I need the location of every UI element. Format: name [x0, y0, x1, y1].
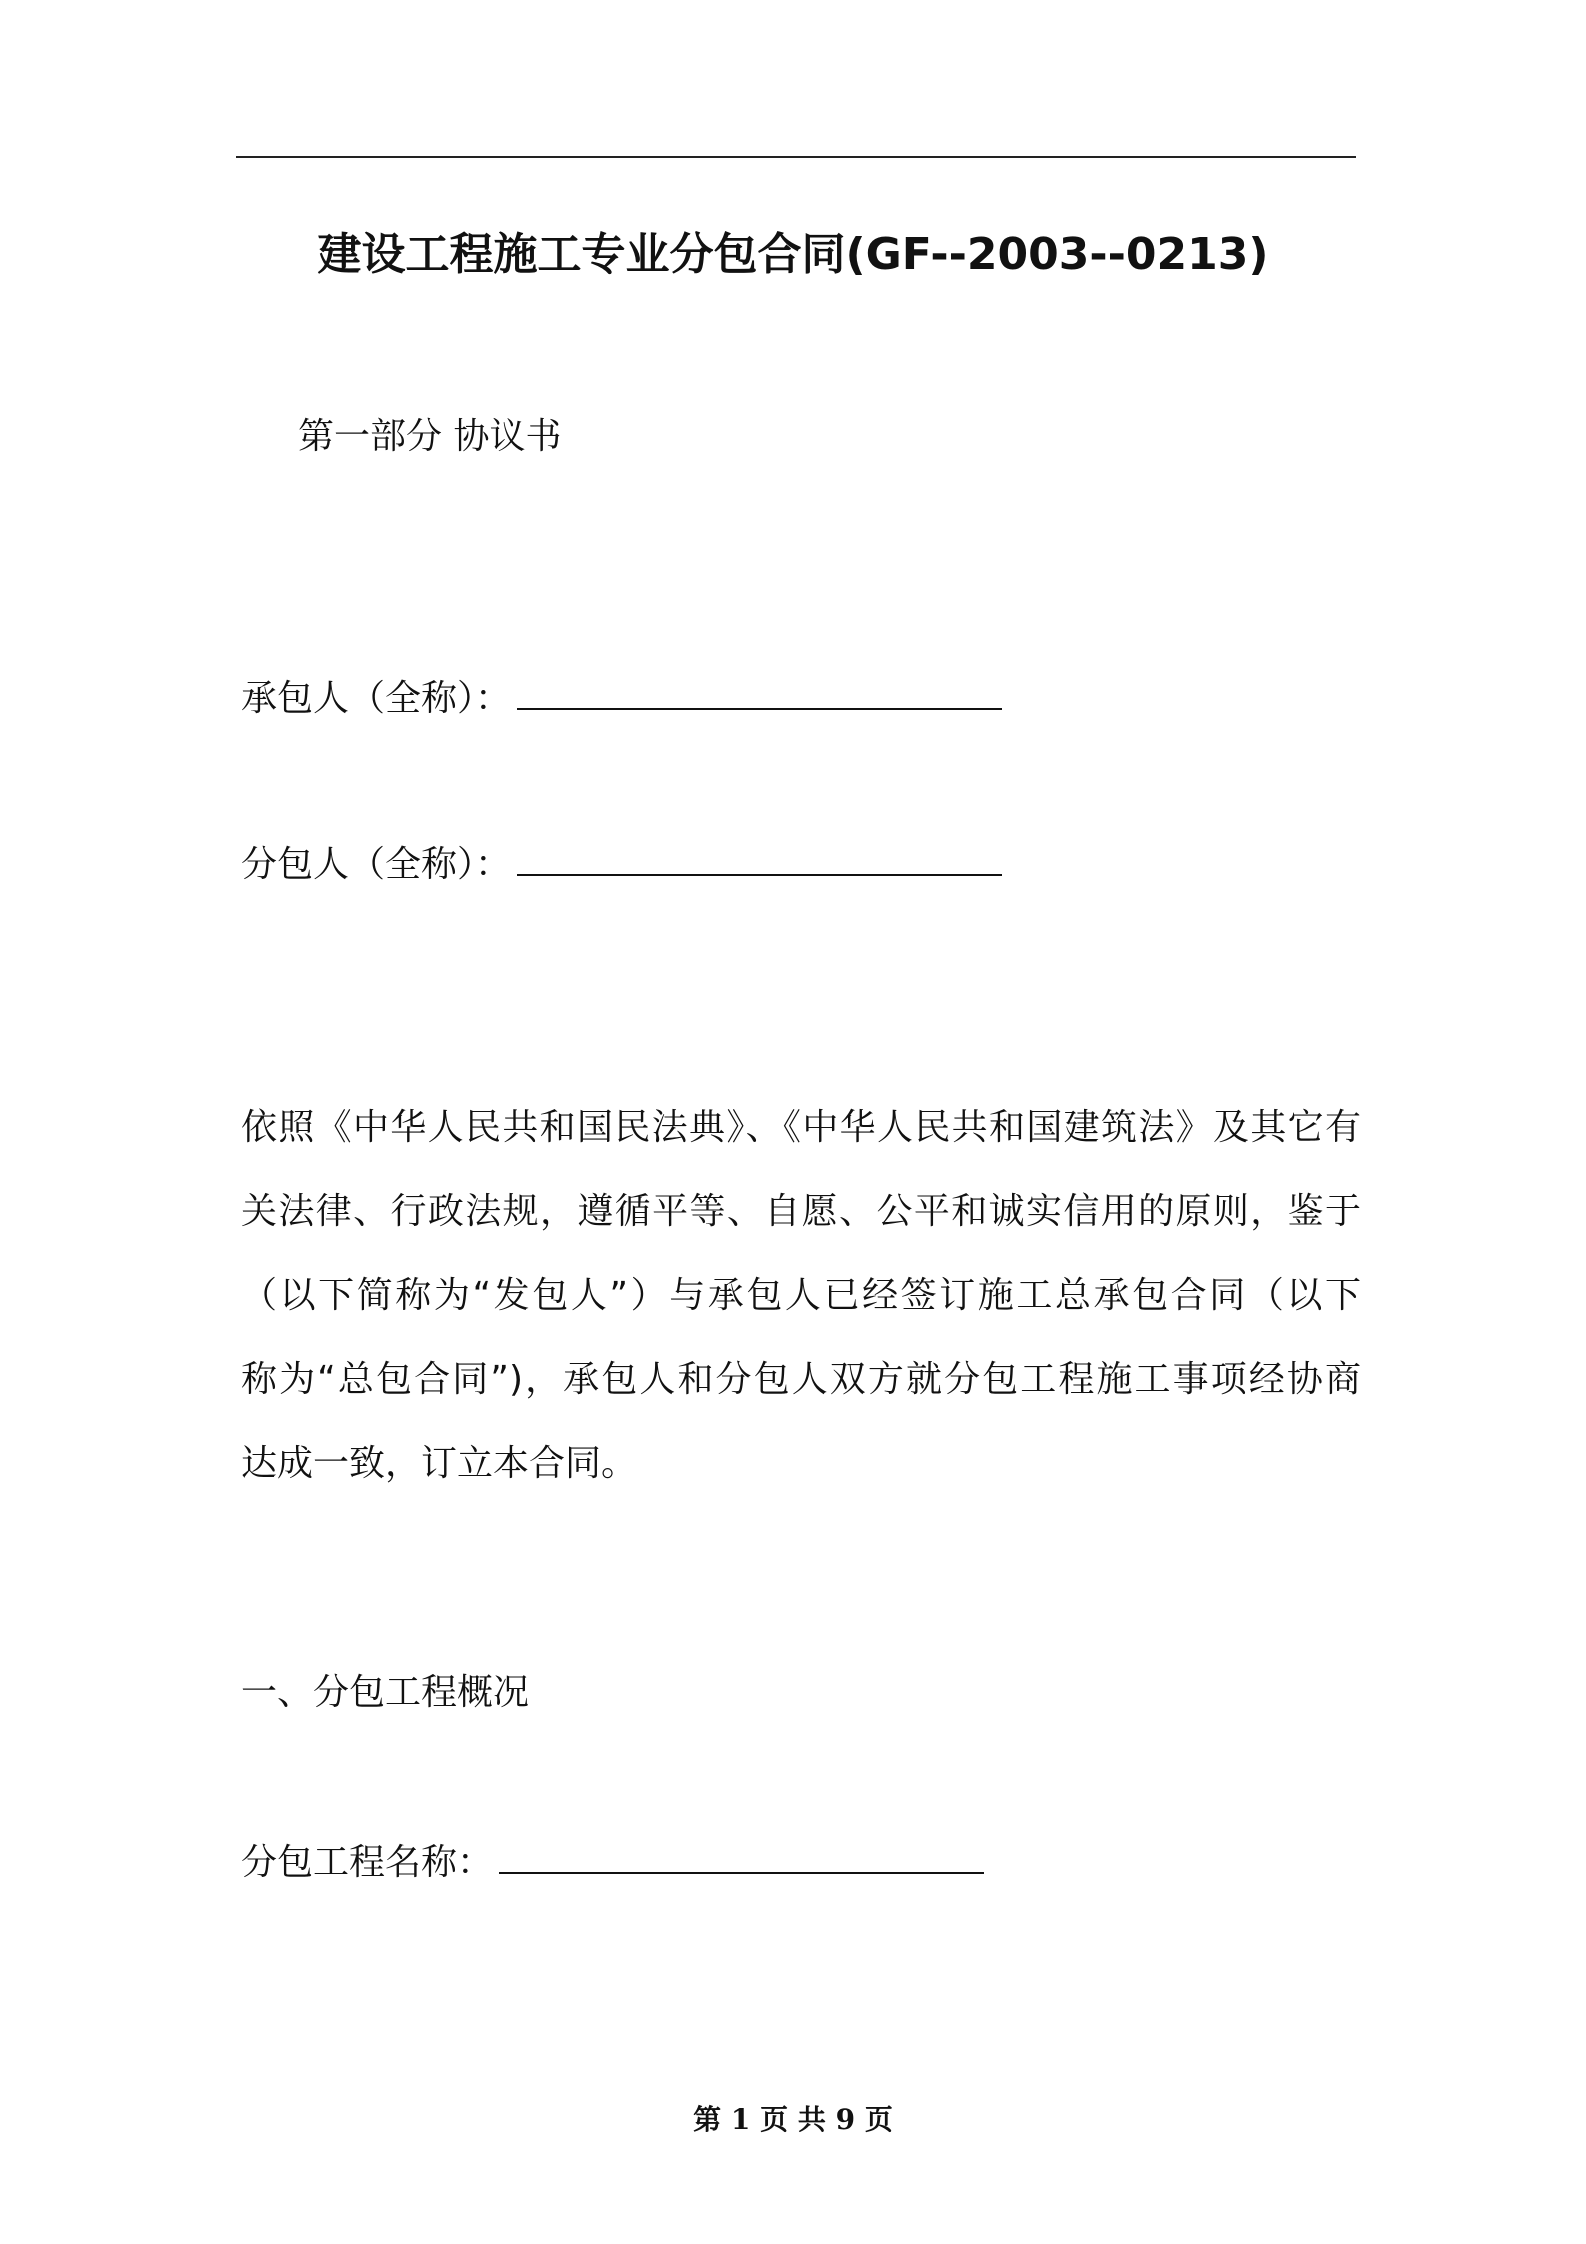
subcontractor-blank [517, 840, 1002, 876]
part-heading: 第一部分 协议书 [298, 416, 562, 457]
paragraph-line: 称为“总包合同”)，承包人和分包人双方就分包工程施工事项经协商 [241, 1359, 1361, 1400]
contractor-blank [517, 674, 1002, 710]
document-title: 建设工程施工专业分包合同(GF--2003--0213) [317, 229, 1269, 280]
contractor-field [241, 674, 1002, 720]
page-indicator: 第 1 页 共 9 页 [693, 2103, 893, 2136]
project-name-label: 分包工程名称： [241, 1842, 494, 1883]
contractor-label: 承包人（全称）： [241, 678, 512, 719]
paragraph-line: 达成一致，订立本合同。 [241, 1443, 638, 1484]
project-name-field [241, 1838, 984, 1884]
subcontractor-field [241, 840, 1002, 886]
paragraph-line: 依照《中华人民共和国民法典》、《中华人民共和国建筑法》及其它有 [241, 1107, 1361, 1148]
preamble-paragraph [241, 1086, 1361, 1506]
section-heading: 一、分包工程概况 [241, 1672, 530, 1713]
project-name-blank [499, 1838, 984, 1874]
paragraph-line: 关法律、行政法规，遵循平等、自愿、公平和诚实信用的原则，鉴于 [241, 1191, 1361, 1232]
subcontractor-label: 分包人（全称）： [241, 844, 512, 885]
header-rule [236, 156, 1356, 158]
paragraph-line: （以下简称为“发包人”）与承包人已经签订施工总承包合同（以下 [241, 1275, 1361, 1316]
